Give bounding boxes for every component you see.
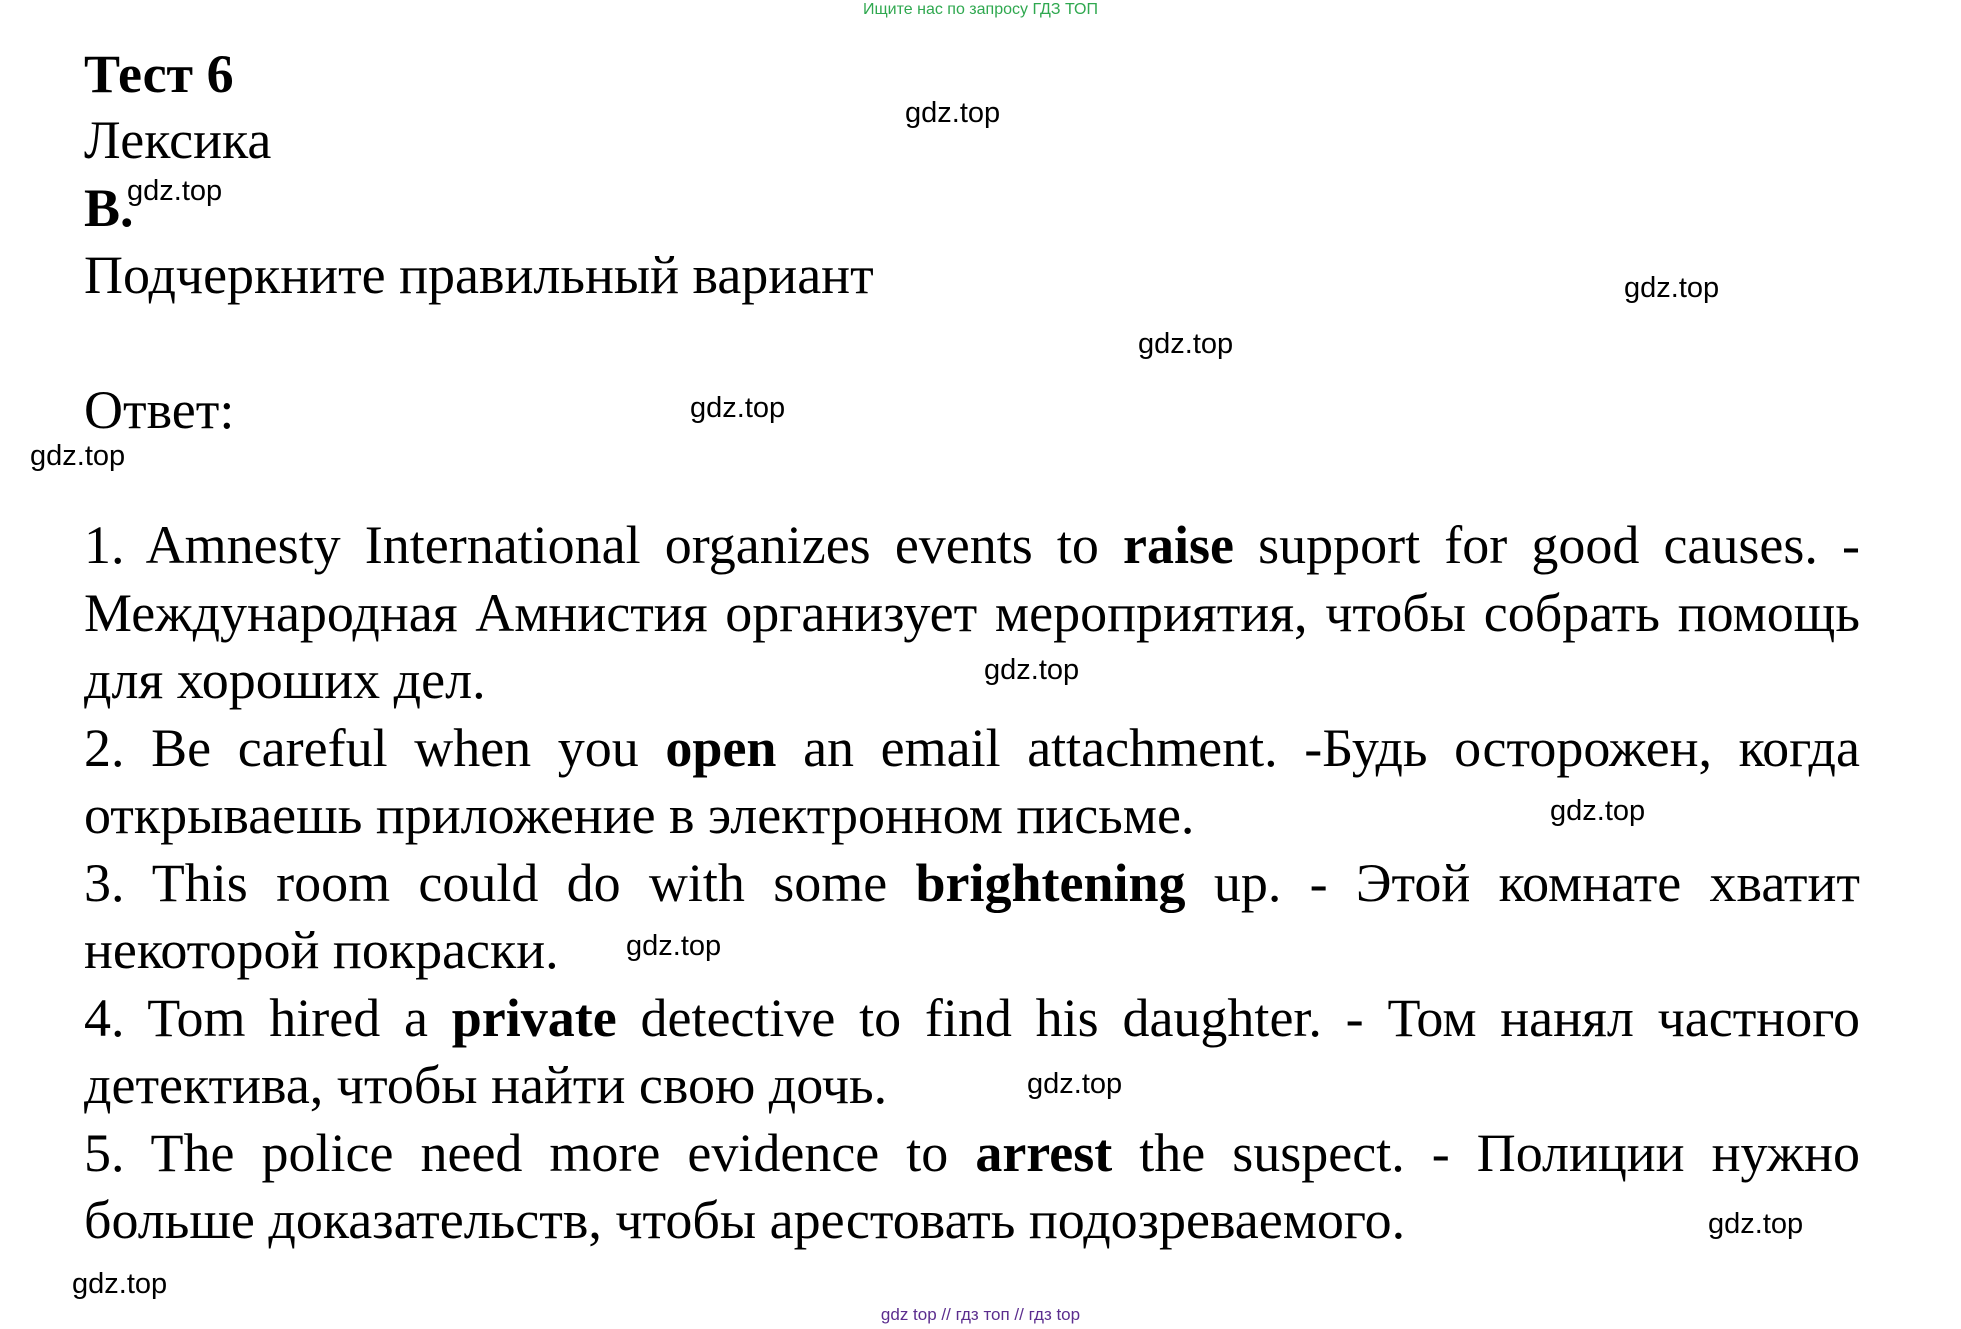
answer-text-before: 5. The police need more evidence to bbox=[84, 1122, 976, 1183]
answer-keyword: brightening bbox=[915, 852, 1186, 913]
answer-text-before: 3. This room could do with some bbox=[84, 852, 916, 913]
watermark: gdz.top bbox=[1708, 1208, 1804, 1240]
answer-item-2 bbox=[84, 715, 1860, 850]
watermark: gdz.top bbox=[1550, 795, 1646, 827]
answer-label: Ответ: bbox=[84, 380, 235, 440]
watermark: gdz.top bbox=[626, 930, 722, 962]
section-letter: B. bbox=[84, 178, 134, 238]
page-title: Тест 6 bbox=[84, 44, 234, 104]
answer-keyword: private bbox=[451, 987, 617, 1048]
watermark: gdz.top bbox=[30, 440, 126, 472]
answer-text-after: the suspect. - Полиции нужно больше доказательств, чтобы арестовать подозреваемого. bbox=[84, 1122, 1860, 1250]
answer-keyword: open bbox=[665, 717, 777, 778]
answer-text-after: up. - Этой комнате хватит некоторой покраски. bbox=[84, 852, 1860, 980]
answer-text-after: detective to find his daughter. - Том нанял частного детектива, чтобы найти свою дочь. bbox=[84, 987, 1860, 1115]
answer-list bbox=[84, 512, 1860, 1255]
watermark: gdz.top bbox=[1624, 272, 1720, 304]
answer-text-before: 4. Tom hired a bbox=[84, 987, 452, 1048]
watermark: gdz.top bbox=[690, 392, 786, 424]
answer-keyword: arrest bbox=[975, 1122, 1113, 1183]
top-banner: Ищите нас по запросу ГДЗ ТОП bbox=[863, 1, 1098, 18]
footer-watermark: gdz top // гдз топ // гдз top bbox=[880, 1305, 1081, 1324]
answer-item-3 bbox=[84, 850, 1860, 985]
watermark: gdz.top bbox=[1138, 328, 1234, 360]
watermark: gdz.top bbox=[127, 175, 223, 207]
answer-item-1 bbox=[84, 512, 1860, 715]
watermark: gdz.top bbox=[72, 1268, 168, 1300]
watermark: gdz.top bbox=[984, 654, 1080, 686]
answer-text-before: 1. Amnesty International organizes events to bbox=[84, 515, 1124, 575]
task-instruction: Подчеркните правильный вариант bbox=[84, 245, 874, 305]
page-subtitle: Лексика bbox=[84, 110, 272, 170]
answer-text-after: an email attachment. -Будь осторожен, когда открываешь приложение в электронном письме. bbox=[84, 717, 1860, 845]
watermark: gdz.top bbox=[905, 97, 1001, 129]
answer-keyword: raise bbox=[1123, 515, 1234, 575]
watermark: gdz.top bbox=[1027, 1068, 1123, 1100]
answer-text-before: 2. Be careful when you bbox=[84, 717, 666, 778]
answer-text-after: support for good causes. - Международная Амнистия организует мероприятия, чтобы собрать помощь для хороших дел. bbox=[84, 515, 1860, 710]
answer-item-4 bbox=[84, 985, 1860, 1120]
answer-item-5 bbox=[84, 1120, 1860, 1255]
